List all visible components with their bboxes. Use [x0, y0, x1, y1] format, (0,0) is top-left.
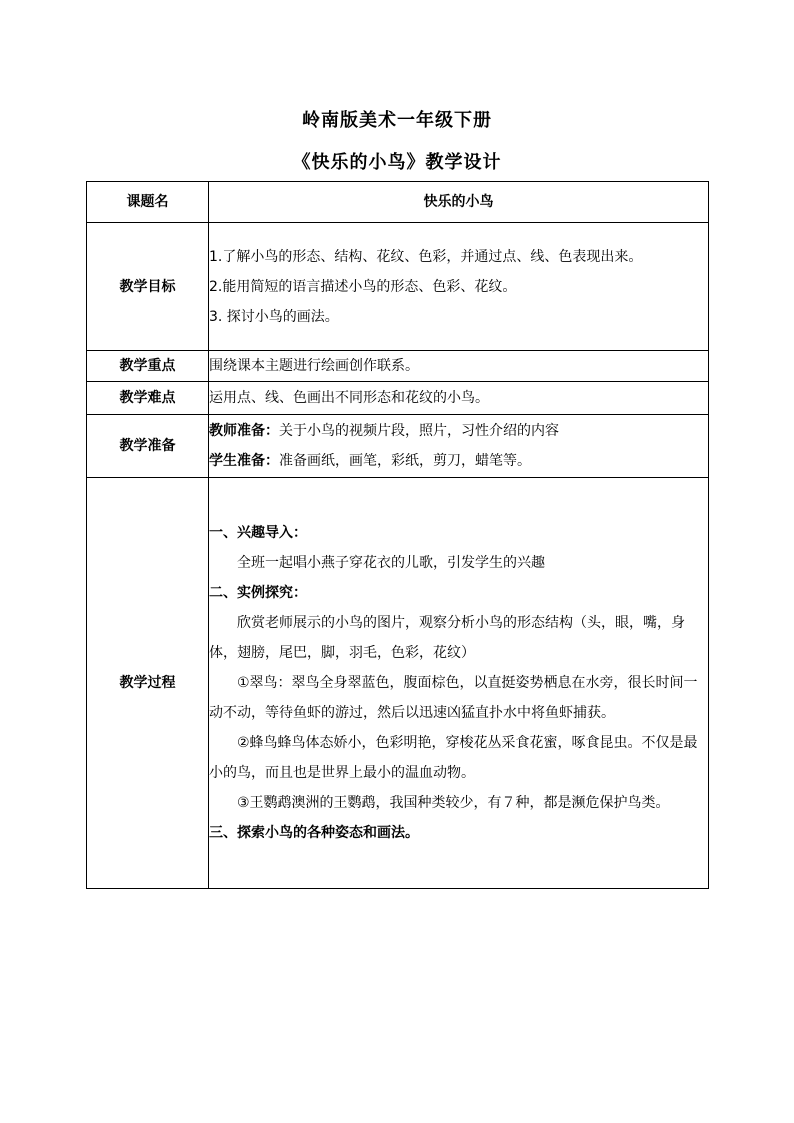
student-prep-line	[209, 446, 708, 476]
preparation-label: 教学准备	[87, 415, 209, 478]
row-difficulty	[87, 382, 709, 415]
goal-item-2: 2.能用简短的语言描述小鸟的形态、色彩、花纹。	[209, 278, 517, 295]
teacher-prep-line	[209, 416, 708, 446]
process-section2-intro: 欣赏老师展示的小鸟的图片，观察分析小鸟的形态结构（头，眼，嘴，身体，翅膀，尾巴，脚，羽毛，色彩，花纹）	[209, 615, 685, 661]
goals-label: 教学目标	[87, 223, 209, 351]
document-title: 岭南版美术一年级下册	[302, 110, 492, 131]
lesson-plan-table	[86, 181, 709, 889]
teacher-prep-value: 关于小鸟的视频片段，照片，习性介绍的内容	[279, 423, 559, 439]
goal-item-1: 1.了解小鸟的形态、结构、花纹、色彩，并通过点、线、色表现出来。	[209, 248, 643, 265]
focus-value: 围绕课本主题进行绘画创作联系。	[209, 351, 709, 382]
document-subtitle: 《快乐的小鸟》教学设计	[292, 152, 502, 173]
row-goals	[87, 223, 709, 351]
process-bird2: ②蜂鸟蜂鸟体态娇小，色彩明艳，穿梭花丛采食花蜜，啄食昆虫。不仅是最小的鸟，而且也是世界上最小的温血动物。	[209, 735, 698, 781]
student-prep-value: 准备画纸，画笔，彩纸，剪刀，蜡笔等。	[279, 453, 531, 469]
difficulty-value: 运用点、线、色画出不同形态和花纹的小鸟。	[209, 382, 709, 415]
process-section3-title: 三、探索小鸟的各种姿态和画法。	[209, 825, 419, 841]
process-label: 教学过程	[87, 478, 209, 889]
row-preparation	[87, 415, 709, 478]
topic-label: 课题名	[87, 182, 209, 223]
process-section2-title: 二、实例探究：	[209, 585, 307, 601]
focus-label: 教学重点	[87, 351, 209, 382]
process-bird3: ③王鹦鹉澳洲的王鹦鹉，我国种类较少，有７种，都是濒危保护鸟类。	[237, 795, 670, 811]
process-bird1: ①翠鸟：翠鸟全身翠蓝色，腹面棕色，以直挺姿势栖息在水旁，很长时间一动不动，等待鱼虾的游过，然后以迅速凶猛直扑水中将鱼虾捕获。	[209, 675, 698, 721]
process-section1-text: 全班一起唱小燕子穿花衣的儿歌，引发学生的兴趣	[237, 555, 545, 571]
teacher-prep-label: 教师准备：	[209, 423, 279, 439]
process-content	[209, 478, 709, 889]
topic-value: 快乐的小鸟	[209, 182, 709, 223]
difficulty-label: 教学难点	[87, 382, 209, 415]
row-process	[87, 478, 709, 889]
goals-content	[209, 223, 709, 351]
student-prep-label: 学生准备：	[209, 453, 279, 469]
goal-item-3: 3. 探讨小鸟的画法。	[209, 308, 339, 325]
preparation-content	[209, 415, 709, 478]
row-focus	[87, 351, 709, 382]
row-topic	[87, 182, 709, 223]
process-section1-title: 一、兴趣导入：	[209, 525, 307, 541]
